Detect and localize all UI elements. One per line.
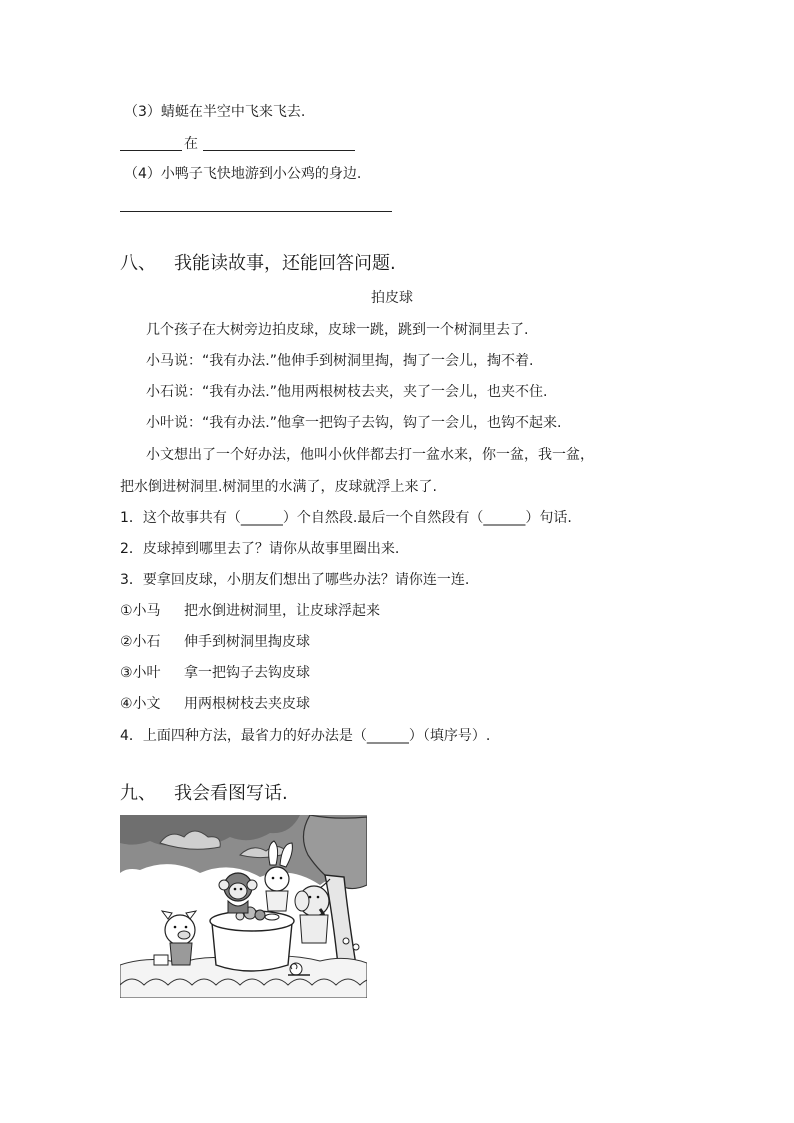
- match-right-3[interactable]: 拿一把钩子去钩皮球: [184, 665, 310, 681]
- animal-picnic-picture: [120, 815, 367, 998]
- item3-sentence: 蜻蜓在半空中飞来飞去.: [160, 104, 306, 120]
- item3-line: [124, 102, 305, 122]
- section9-heading: [120, 782, 288, 806]
- match-right-2[interactable]: 伸手到树洞里掏皮球: [184, 634, 310, 650]
- match-left-2[interactable]: ②小石: [120, 634, 161, 650]
- section8-heading: [120, 252, 396, 276]
- item4-line: [124, 164, 361, 184]
- item4-number: （4）: [124, 166, 161, 182]
- question-3: 3．要拿回皮球，小朋友们想出了哪些办法？请你连一连.: [120, 572, 470, 588]
- story-paragraph-2: 小马说：“我有办法.”他伸手到树洞里掏，掏了一会儿，掏不着.: [146, 353, 534, 369]
- story-paragraph-4: 小叶说：“我有办法.”他拿一把钩子去钩，钩了一会儿，也钩不起来.: [146, 415, 562, 431]
- match-right-4[interactable]: 用两根树枝去夹皮球: [184, 696, 310, 712]
- question-4: 4．上面四种方法，最省力的好办法是（______）（填序号）.: [120, 728, 491, 744]
- story-paragraph-3: 小石说：“我有办法.”他用两根树枝去夹，夹了一会儿，也夹不住.: [146, 384, 548, 400]
- story-title: 拍皮球: [371, 290, 413, 306]
- match-right-1[interactable]: 把水倒进树洞里，让皮球浮起来: [184, 603, 380, 619]
- item3-number: （3）: [124, 104, 161, 120]
- story-paragraph-5b: 把水倒进树洞里.树洞里的水满了，皮球就浮上来了.: [120, 479, 437, 495]
- section9-heading-text: 我会看图写话.: [174, 783, 288, 804]
- question-1: 1．这个故事共有（______）个自然段.最后一个自然段有（______）句话.: [120, 510, 572, 526]
- section8-heading-text: 我能读故事，还能回答问题.: [174, 253, 396, 274]
- item3-answer-blank-2[interactable]: [203, 150, 355, 151]
- match-left-4[interactable]: ④小文: [120, 696, 161, 712]
- match-row[interactable]: [120, 694, 310, 714]
- match-left-3[interactable]: ③小叶: [120, 665, 161, 681]
- story-paragraph-1: 几个孩子在大树旁边拍皮球，皮球一跳，跳到一个树洞里去了.: [146, 322, 529, 338]
- question-2: 2．皮球掉到哪里去了？请你从故事里圈出来.: [120, 541, 400, 557]
- section8-heading-num: 八、: [120, 253, 156, 274]
- item4-sentence: 小鸭子飞快地游到小公鸡的身边.: [160, 166, 362, 182]
- match-left-1[interactable]: ①小马: [120, 603, 161, 619]
- item4-answer-blank[interactable]: [120, 211, 392, 212]
- item3-answer-blank-1[interactable]: [120, 150, 182, 151]
- match-row[interactable]: [120, 601, 380, 621]
- item3-answer-mid: 在: [184, 136, 198, 152]
- match-row[interactable]: [120, 632, 310, 652]
- section9-heading-num: 九、: [120, 783, 156, 804]
- match-row[interactable]: [120, 663, 310, 683]
- story-paragraph-5a: 小文想出了一个好办法，他叫小伙伴都去打一盆水来，你一盆，我一盆，: [146, 447, 594, 463]
